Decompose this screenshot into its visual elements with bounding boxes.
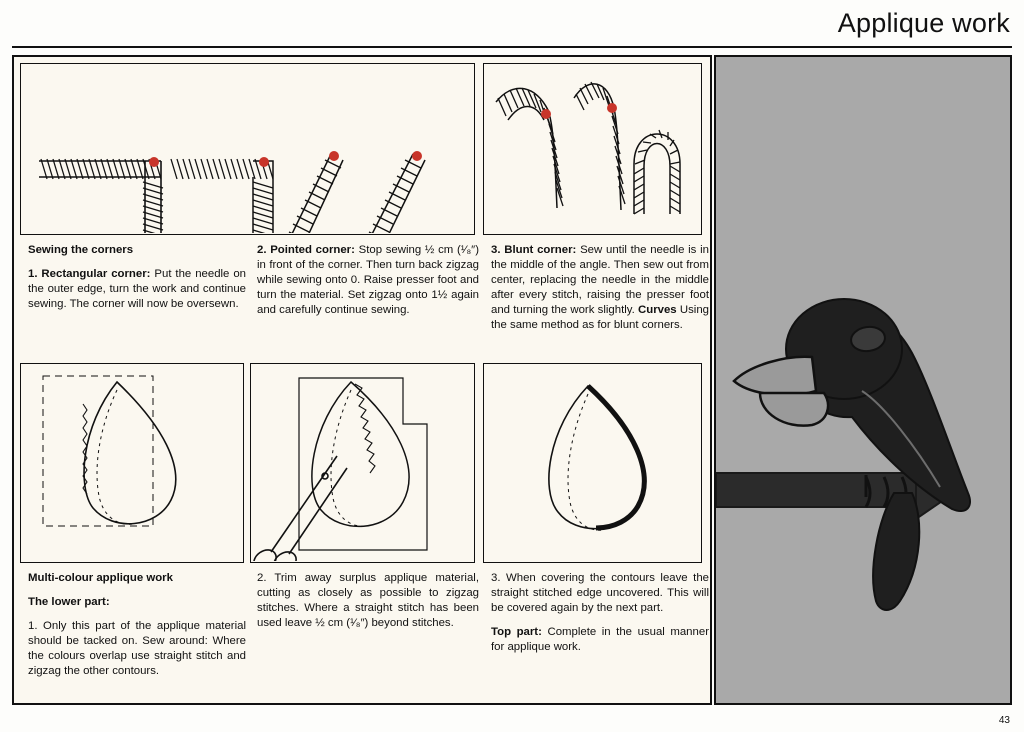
contours-text: 3. When covering the contours leave the straight stitched edge uncovered. This will be covered again by the next part. bbox=[491, 572, 709, 615]
caption-multicolour bbox=[28, 571, 246, 679]
applique-trimming-scissors-diagram bbox=[250, 363, 475, 563]
caption-sewing-corners bbox=[28, 243, 246, 312]
curves-label: Curves bbox=[638, 304, 677, 317]
pointed-corner-text: Stop sewing ½ cm (¹⁄₈″) in front of the corner. Then turn back zigzag while sewing onto 0. Raise presser foot and turn the material. Set zigzag onto 1½ again and carefully continue sewing. bbox=[257, 244, 479, 317]
corners-heading: Sewing the corners bbox=[28, 244, 134, 256]
top-part-label: Top part: bbox=[491, 626, 542, 639]
blunt-corner-label: 3. Blunt corner: bbox=[491, 244, 577, 256]
multicolour-heading: Multi-colour applique work bbox=[28, 572, 173, 584]
applique-contour-covering-diagram bbox=[483, 363, 702, 563]
blunt-corner-and-curve-diagram bbox=[483, 63, 702, 235]
lower-part-text: 1. Only this part of the applique material should be tacked on. Sew around: Where the colours overlap use straight stitch and zigzag the other contours. bbox=[28, 620, 246, 678]
applique-pattern-tacked-diagram bbox=[20, 363, 244, 563]
instructions-column bbox=[12, 55, 712, 705]
page-number: 43 bbox=[998, 715, 1010, 726]
rectangular-corner-text: Put the needle on the outer edge, turn the work and continue sewing. The corner will now be oversewn. bbox=[28, 268, 247, 311]
pointed-corner-label: 2. Pointed corner: bbox=[257, 244, 355, 256]
curves-text: Using the same method as for blunt corners. bbox=[491, 304, 709, 332]
applique-bird-photo bbox=[714, 55, 1012, 705]
page-title: Applique work bbox=[837, 8, 1010, 38]
trim-text: 2. Trim away surplus applique material, cutting as closely as possible to zigzag stitches. Where a straight stitch has been used leave ½ cm (¹⁄₈″) beyond stitches. bbox=[257, 572, 479, 630]
caption-contours bbox=[491, 571, 709, 655]
top-part-text: Complete in the usual manner for applique work. bbox=[491, 626, 709, 654]
rectangular-corner-label: 1. Rectangular corner: bbox=[28, 268, 151, 281]
caption-blunt-corner bbox=[491, 243, 709, 333]
lower-part-heading: The lower part: bbox=[28, 596, 110, 609]
rectangular-corner-diagram bbox=[20, 63, 475, 235]
caption-trim bbox=[257, 571, 479, 631]
caption-pointed-corner bbox=[257, 243, 479, 318]
header-divider bbox=[12, 46, 1012, 48]
content-area bbox=[12, 55, 1012, 705]
blunt-corner-text: Sew until the needle is in the middle of the angle. Then sew out from center, replacing the needle in the middle after every stitch, raising the presser foot and turning the work slightly. bbox=[491, 244, 709, 317]
